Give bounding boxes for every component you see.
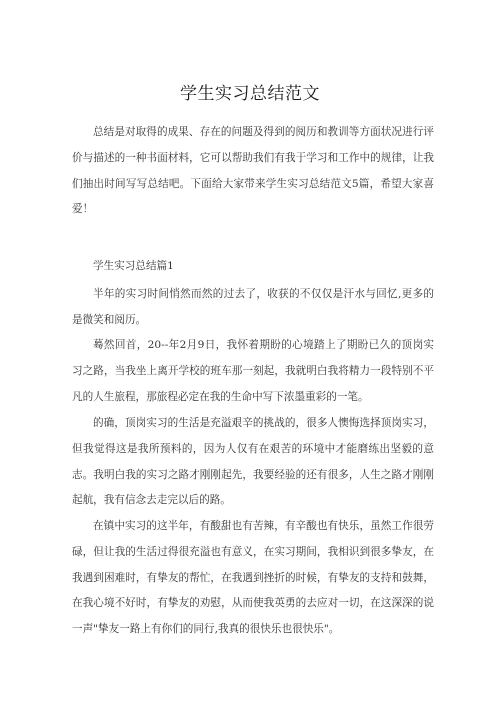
body-paragraph-2: 蓦然回首，20--年2月9日，我怀着期盼的心境踏上了期盼已久的顶岗实习之路，当我坐上离开学校的班车那一刻起，我就明白我将精力一段特别不平凡的人生旅程，那旅程必定在我的生命中写下浓墨重彩的一笔。 [72,339,434,403]
body-paragraph-4: 在镇中实习的这半年，有酸甜也有苦辣，有辛酸也有快乐，虽然工作很劳碌，但让我的生活过得很充溢也有意义，在实习期间，我相识到很多挚友，在我遇到困难时，有挚友的帮忙，在我遇到挫折的时候，有挚友的支持和鼓舞，在我心境不好时，有挚友的劝慰，从而使我英勇的去应对一切，在这深深的说一声"挚友一路上有你们的同行,我真的很快乐也很快乐"。 [72,520,434,636]
body-paragraph-1: 半年的实习时间悄然而然的过去了，收获的不仅仅是汗水与回忆,更多的是微笑和阅历。 [72,288,434,326]
body-paragraph-3: 的确，顶岗实习的生活是充溢艰辛的挑战的，很多人懊悔选择顶岗实习，但我觉得这是我所预料的，因为人仅有在艰苦的环境中才能磨练出坚毅的意志。我明白我的实习之路才刚刚起先，我要经验的还有很多，人生之路才刚刚起航，我有信念去走完以后的路。 [72,417,434,507]
section-heading: 学生实习总结篇1 [93,260,174,272]
intro-paragraph: 总结是对取得的成果、存在的问题及得到的阅历和教训等方面状况进行评价与描述的一种书面材料，它可以帮助我们有我于学习和工作中的规律，让我们抽出时间写写总结吧。下面给大家带来学生实习总结范文5篇，希望大家喜爱！ [72,126,434,216]
document-title: 学生实习总结范文 [180,84,320,104]
